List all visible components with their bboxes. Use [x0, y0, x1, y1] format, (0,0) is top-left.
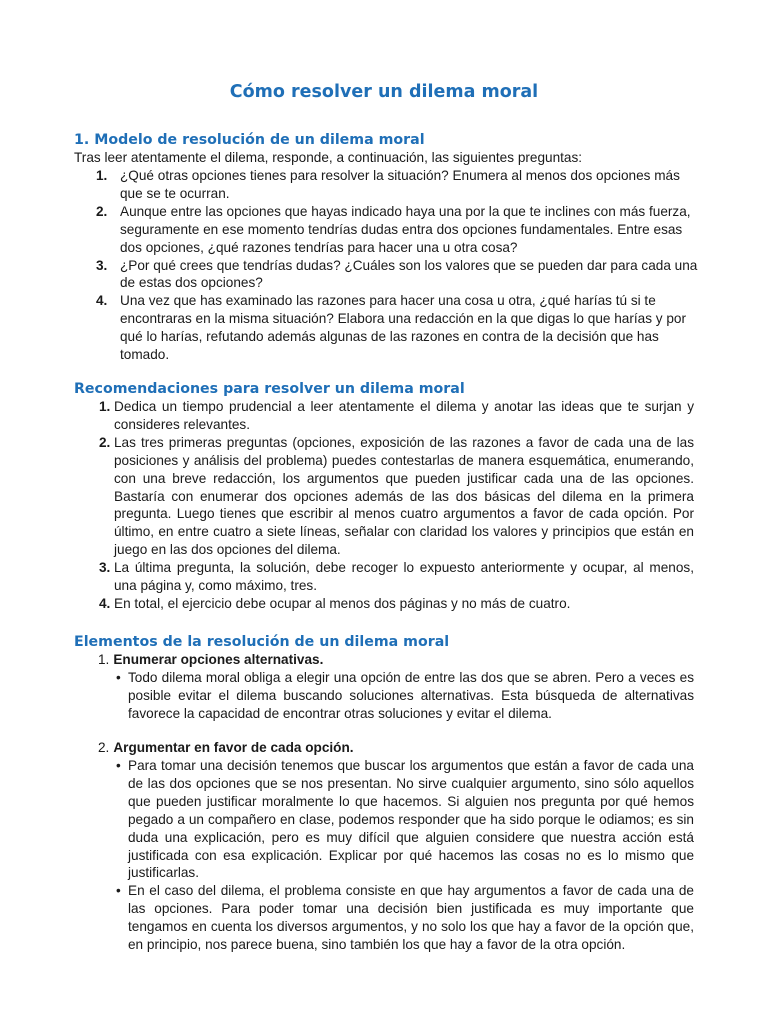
item-number: 4.	[99, 595, 111, 611]
item-number: 3.	[96, 257, 108, 273]
bullet-item: • Para tomar una decisión tenemos que buscar los argumentos que están a favor de cada una de las dos opciones que se nos presentan. No sirve cualquier argumento, sino sólo aquellos que pueden justificar moralmente lo que hacemos. Si alguien nos pregunta por qué hemos pegado a un compañero en clase, podemos responder que ha sido porque le odiamos; es sin duda una explicación, pero es muy difícil que alguien considere que nuestra acción está justificada con esa explicación. Explicar por qué hacemos las cosas no es lo mismo que justificarlas.	[116, 757, 694, 882]
item-text: ¿Por qué crees que tendrías dudas? ¿Cuáles son los valores que se pueden dar para cada una de estas dos opciones?	[120, 257, 698, 291]
item-number: 4.	[96, 293, 108, 309]
item-number: 1.	[96, 168, 108, 183]
item-text: Dedica un tiempo prudencial a leer atentamente el dilema y anotar las ideas que te surjan y consideres relevantes.	[114, 399, 694, 432]
item-text: ¿Qué otras opciones tienes para resolver la situación? Enumera al menos dos opciones más que se te ocurran.	[120, 168, 680, 201]
item-number: 2.	[96, 203, 108, 219]
item-number: 2.	[99, 434, 111, 450]
section1-intro: Tras leer atentamente el dilema, responde, a continuación, las siguientes preguntas:	[74, 150, 583, 165]
list-item	[74, 257, 700, 293]
list-item	[74, 167, 700, 203]
bullet-item: • En el caso del dilema, el problema consiste en que hay argumentos a favor de cada una de las opciones. Para poder tomar una decisión bien justificada es muy importante que tengamos en cuenta los diversos argumentos, y no solo los que hay a favor de la opción que, en principio, nos parece buena, sino también los que hay a favor de la otra opción.	[116, 882, 694, 954]
subsection-title	[98, 651, 698, 669]
page-title: Cómo resolver un dilema moral	[229, 82, 539, 102]
item-number: 1.	[99, 399, 111, 414]
subsection-number: 2.	[98, 740, 110, 755]
item-text: La última pregunta, la solución, debe recoger lo expuesto anteriormente y ocupar, al menos, una página y, como máximo, tres.	[114, 560, 694, 594]
subsection-title	[98, 739, 698, 757]
section3-heading: Elementos de la resolución de un dilema moral	[74, 634, 450, 650]
list-item	[74, 595, 694, 613]
list-item	[74, 292, 700, 364]
item-text: En total, el ejercicio debe ocupar al menos dos páginas y no más de cuatro.	[114, 595, 571, 611]
list-item	[74, 398, 694, 434]
list-item	[74, 203, 700, 257]
subsection-label: Argumentar en favor de cada opción.	[113, 740, 354, 755]
subsection-label: Enumerar opciones alternativas.	[113, 652, 324, 667]
item-text: Una vez que has examinado las razones para hacer una cosa u otra, ¿qué harías tú si te encontraras en la misma situación? Elabora una redacción en la que digas lo que harías y por qué lo harías, refutando además algunas de las razones en contra de la decisión que has tomado.	[120, 293, 686, 363]
item-text: Las tres primeras preguntas (opciones, exposición de las razones a favor de cada una de las posiciones y análisis del problema) puedes contestarlas de manera esquemática, enumerando, con una breve redacción, los argumentos que pueden justificar cada una de las opciones. Bastaría con enumerar dos opciones además de las dos básicas del dilema en la primera pregunta. Luego tienes que escribir al menos cuatro argumentos a favor de cada opción. Por último, en entre cuatro a siete líneas, señalar con claridad los valores y principios que están en juego en las dos opciones del dilema.	[114, 434, 694, 558]
subsection-bullets	[116, 757, 694, 954]
item-text: Aunque entre las opciones que hayas indicado haya una por la que te inclines con más fuerza, seguramente en ese momento tendrías dudas entra dos opciones fundamentales. Entre esas dos opciones, ¿qué razones tendrías para hacer una u otra cosa?	[120, 203, 691, 255]
section1-heading: 1. Modelo de resolución de un dilema moral	[74, 132, 425, 148]
list-item	[74, 434, 694, 559]
list-item	[74, 559, 694, 595]
bullet-item: • Todo dilema moral obliga a elegir una opción de entre las dos que se abren. Pero a veces es posible evitar el dilema buscando soluciones alternativas. Esta búsqueda de alternativas favorece la capacidad de encontrar otras soluciones y evitar el dilema.	[116, 669, 694, 723]
recommendations-list	[74, 398, 694, 613]
section1-question-list	[74, 167, 700, 364]
subsection-number: 1.	[98, 652, 110, 667]
section2-heading: Recomendaciones para resolver un dilema moral	[74, 381, 465, 397]
subsection-bullets	[116, 669, 694, 723]
item-number: 3.	[99, 560, 111, 576]
